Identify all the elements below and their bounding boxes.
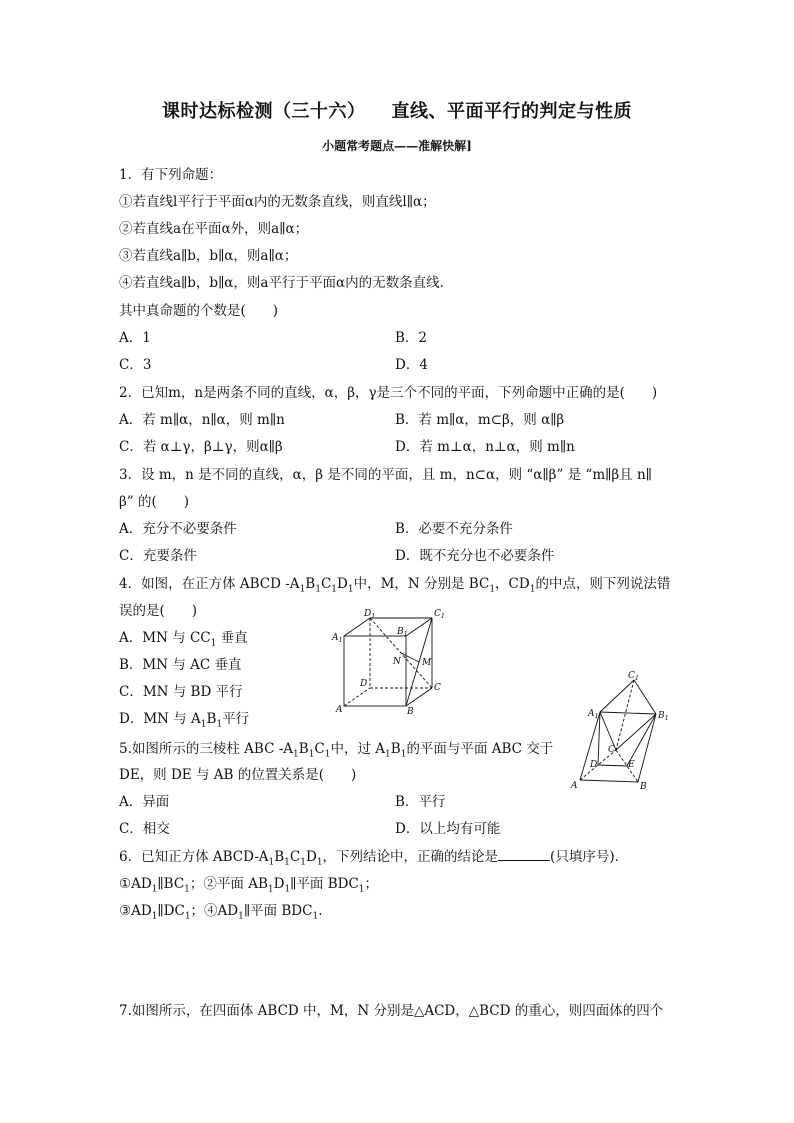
q7-stem: 7.如图所示，在四面体 ABCD 中，M，N 分别是△ACD，△BCD 的重心，则四面体的四个 [119, 1003, 664, 1019]
q5-option-c: C．相交 [119, 821, 170, 837]
q1-proposition-4: ④若直线a∥b，b∥α，则a平行于平面α内的无数条直线． [119, 275, 454, 291]
q6-statements-line2: $③AD_1\parallel DC_1$；$④AD_1\parallel$平面 $BDC_1$. [119, 903, 323, 922]
q1-option-d: D．4 [395, 357, 428, 373]
prism-figure [570, 668, 680, 794]
cube-label-c1: $C_1$ [434, 609, 445, 620]
cube-figure [330, 608, 445, 718]
cube-label-b1: $B_1$ [397, 627, 408, 638]
q4-stem-line1: 4．如图，在正方体 ABCD $-A_1B_1C_1D_1$中，M，N 分别是 $BC_1$，$CD_1$的中点，则下列说法错 [119, 576, 671, 595]
q2-option-a: A．若 m∥α，n∥α，则 m∥n [119, 412, 285, 428]
cube-label-b: B [407, 707, 414, 717]
q3-option-d: D．既不充分也不必要条件 [395, 548, 555, 564]
cube-label-a1: $A_1$ [332, 633, 343, 644]
prism-label-c: C [608, 745, 615, 755]
prism-label-b1: $B_1$ [658, 711, 669, 722]
q4-option-d: D．MN 与 $A_1B_1$平行 [119, 711, 250, 730]
cube-label-d: D [360, 679, 368, 689]
q1-option-a: A．1 [119, 330, 151, 346]
q6-stem: 6．已知正方体 ABCD-$A_1B_1C_1D_1$，下列结论中，正确的结论是 (只填序号)． [119, 849, 629, 868]
q2-stem: 2．已知m，n是两条不同的直线，α，β，γ是三个不同的平面，下列命题中正确的是( ) [119, 385, 658, 401]
q6-statements-line1: $①AD_1\parallel BC_1$；②平面 $AB_1D_1\parallel$平面 $BDC_1$； [119, 876, 379, 895]
q5-option-d: D．以上均有可能 [395, 821, 501, 837]
prism-label-a1: $A_1$ [588, 709, 599, 720]
q5-option-a: A．异面 [119, 794, 170, 810]
q1-option-b: B．2 [395, 330, 428, 346]
q2-option-c: C．若 α⊥γ，β⊥γ，则α∥β [119, 439, 283, 455]
q1-proposition-2: ②若直线a在平面α外，则a∥α； [119, 221, 309, 237]
prism-label-e: E [628, 760, 635, 770]
q3-stem-line2: β” 的( ) [119, 494, 190, 510]
q3-option-c: C．充要条件 [119, 548, 197, 564]
page-subtitle: 小题常考题点——准解快解] [322, 139, 472, 153]
q4-option-b: B．MN 与 AC 垂直 [119, 657, 242, 673]
q1-proposition-1: ①若直线l平行于平面α内的无数条直线，则直线l∥α； [119, 194, 436, 210]
q5-option-b: B．平行 [395, 794, 446, 810]
q1-stem: 1．有下列命题： [119, 167, 223, 183]
q1-ask: 其中真命题的个数是( ) [119, 303, 279, 319]
title-topic: 直线、平面平行的判定与性质 [391, 101, 632, 122]
prism-label-a: A [571, 781, 578, 791]
q2-option-d: D．若 m⊥α，n⊥α，则 m∥n [395, 439, 575, 455]
q5-stem-line2: DE，则 DE 与 AB 的位置关系是( ) [119, 767, 357, 783]
q4-stem-line2: 误的是( ) [119, 603, 198, 619]
q6-answer-blank[interactable] [498, 848, 550, 861]
prism-label-c1: $C_1$ [628, 671, 640, 682]
q3-option-b: B．必要不充分条件 [395, 521, 513, 537]
q4-option-a: A．MN 与 $CC_1$ 垂直 [119, 630, 248, 649]
page-title [0, 97, 794, 123]
prism-label-d: D [590, 760, 598, 770]
prism-label-b: B [640, 782, 647, 792]
cube-label-m: M [422, 658, 432, 668]
q2-option-b: B．若 m∥α，m⊂β，则 α∥β [395, 412, 565, 428]
cube-label-n: N [393, 657, 401, 667]
q3-option-a: A．充分不必要条件 [119, 521, 237, 537]
cube-label-a: A [336, 705, 343, 715]
q3-stem-line1: 3．设 m，n 是不同的直线，α，β 是不同的平面，且 m，n⊂α，则 “α∥β” 是 “m∥β且 n∥ [119, 467, 652, 483]
q5-stem-line1: 5.如图所示的三棱柱 ABC $-A_1B_1C_1$中，过 $A_1B_1$的平面与平面 ABC 交于 [119, 741, 554, 760]
cube-label-d1: $D_1$ [364, 609, 376, 620]
q1-proposition-3: ③若直线a∥b，b∥α，则a∥α； [119, 248, 298, 264]
title-series: 课时达标检测（三十六） [162, 101, 366, 122]
cube-label-c: C [434, 683, 441, 693]
q1-option-c: C．3 [119, 357, 152, 373]
q4-option-c: C．MN 与 BD 平行 [119, 684, 243, 700]
